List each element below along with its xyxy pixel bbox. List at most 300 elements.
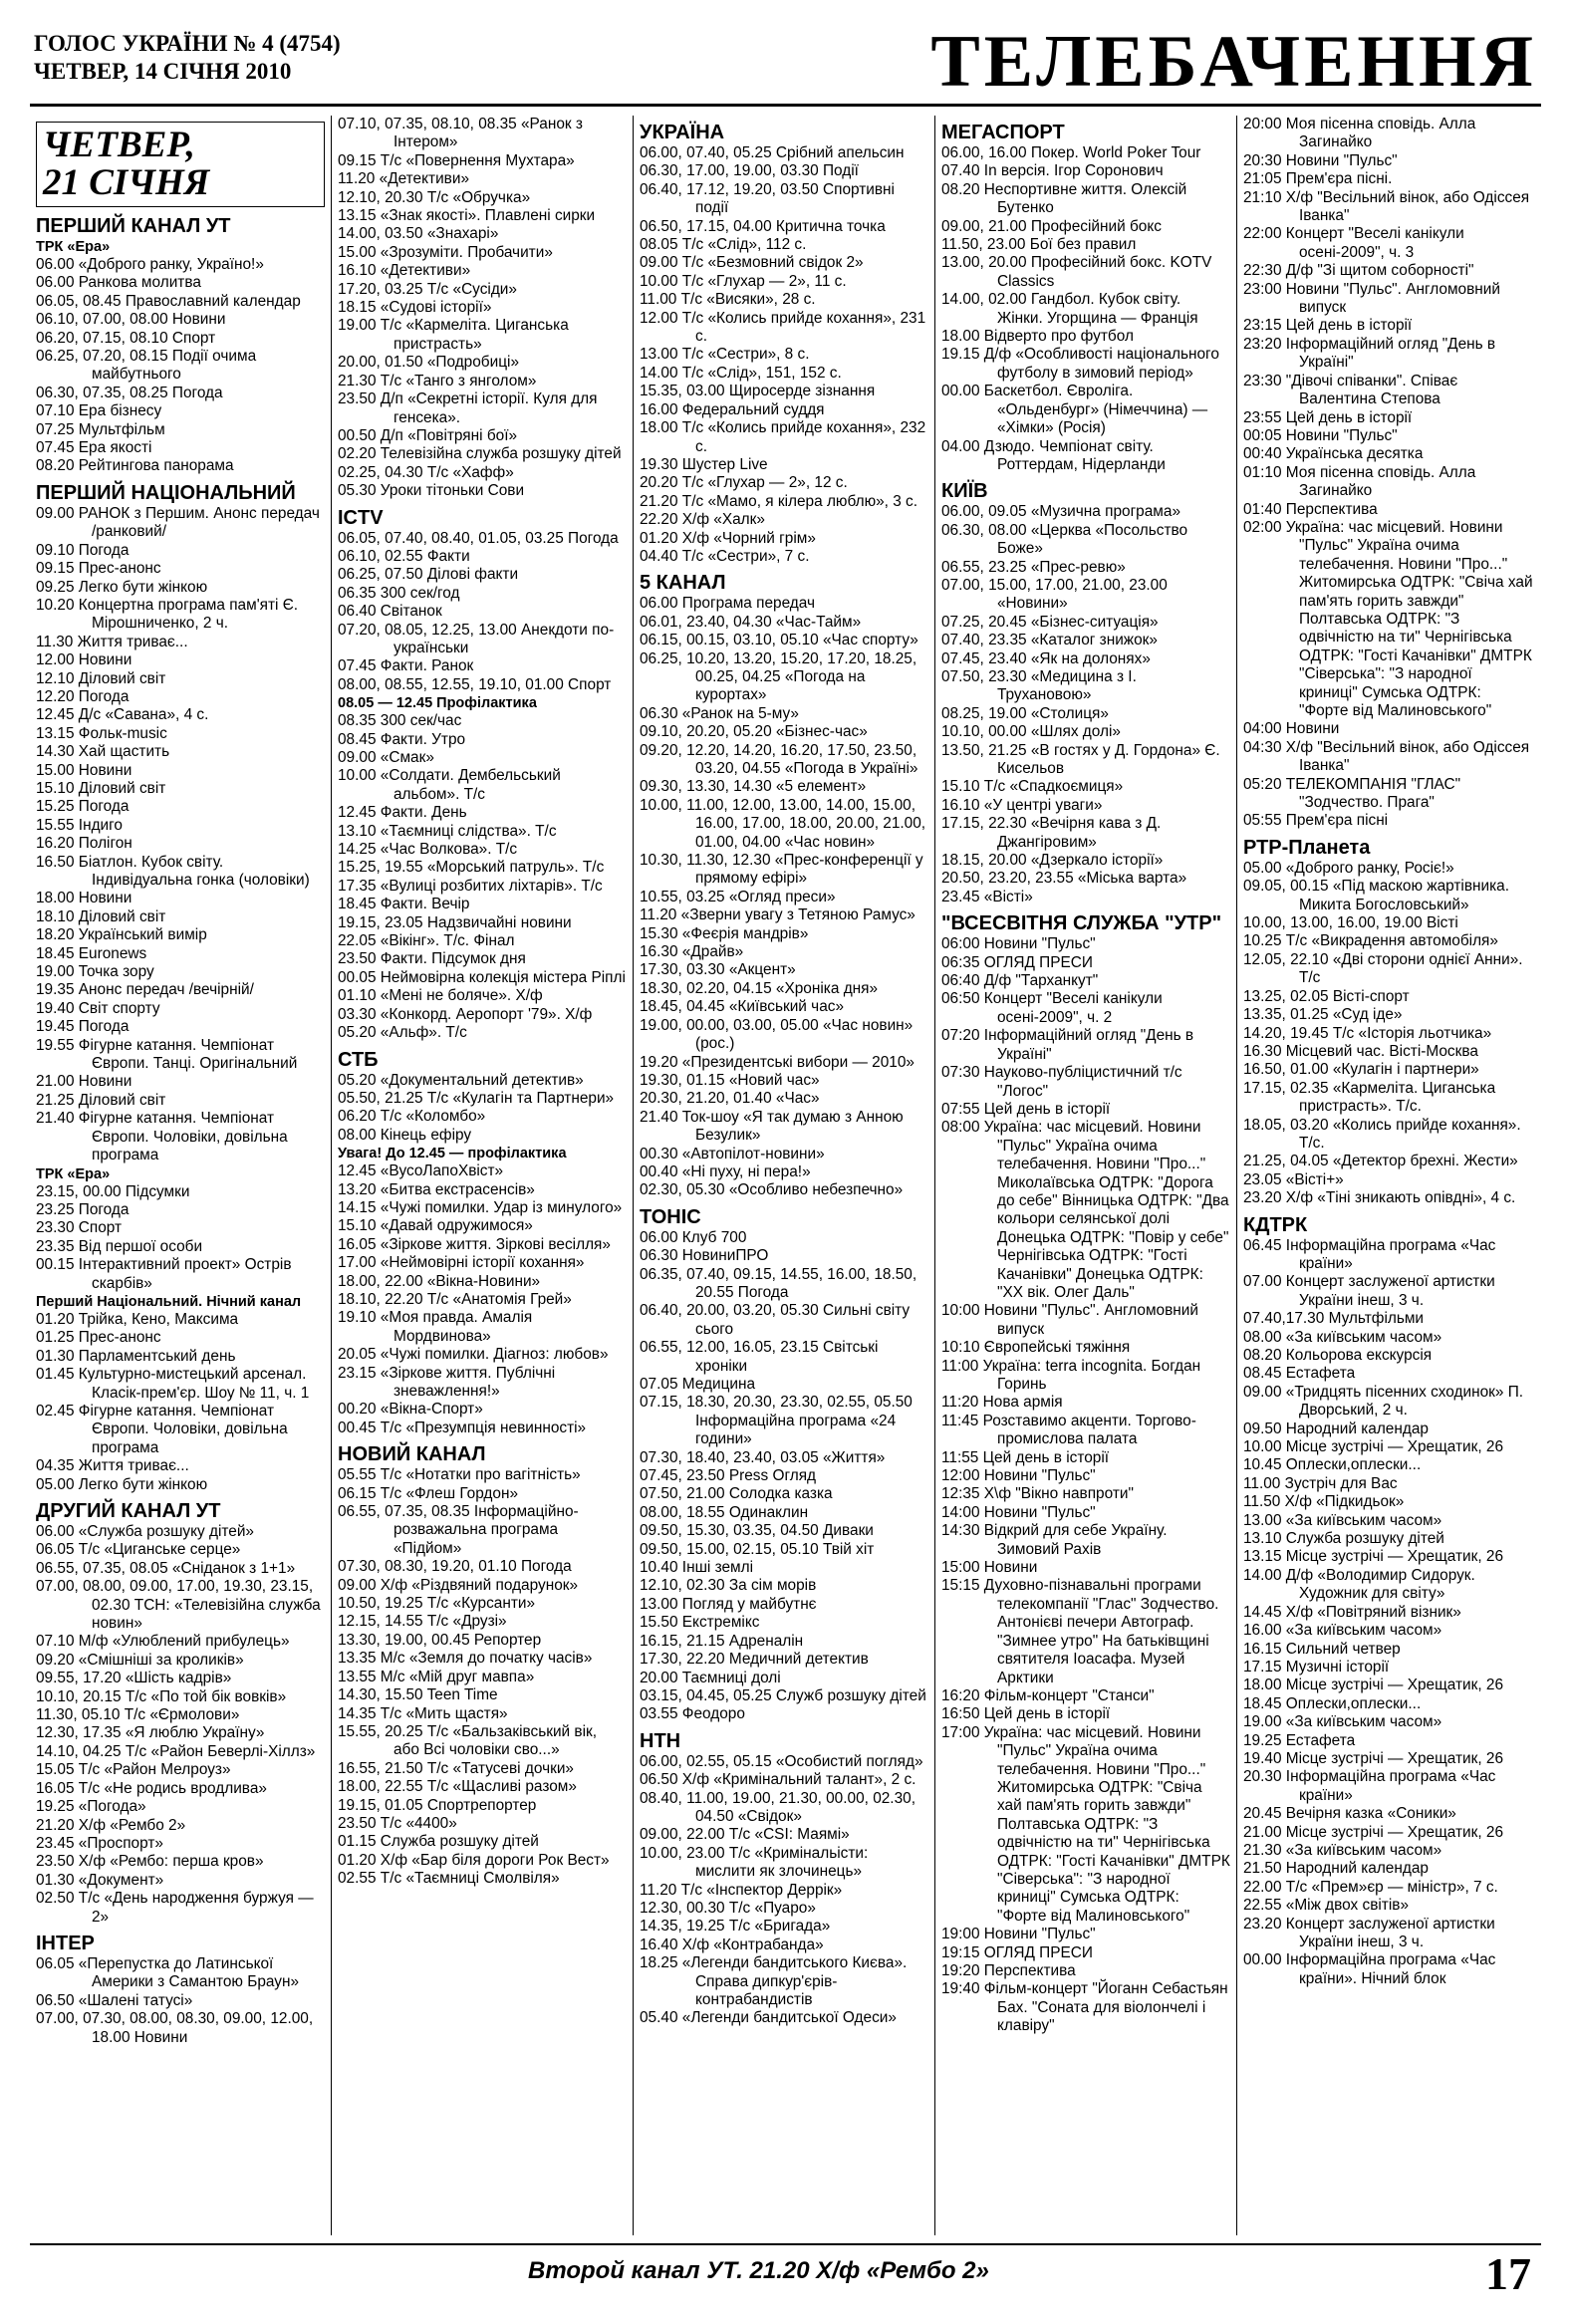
schedule-item: 05.50, 21.25 Т/с «Кулагін та Партнери»	[338, 1089, 615, 1107]
schedule-item: 21.25 Діловий світ	[36, 1091, 166, 1109]
schedule-item: 07.10 М/ф «Улюблений прибулець»	[36, 1633, 290, 1651]
schedule-item: 13.15 Місце зустрічі — Хрещатик, 26	[1243, 1548, 1504, 1566]
channel-heading: УКРАЇНА	[640, 122, 725, 143]
schedule-item: 18.45 Оплески,оплески...	[1243, 1694, 1422, 1712]
schedule-item: 10.40 Інші землі	[640, 1559, 754, 1577]
schedule-item: 16.00 Федеральний суддя	[640, 400, 825, 418]
schedule-item: 09.05, 00.15 «Під маскою жартівника. Микита Богословський»	[1243, 878, 1509, 913]
schedule-item: 11:55 Цей день в історії	[941, 1448, 1110, 1466]
schedule-item: 07.25 Мультфільм	[36, 420, 165, 438]
schedule-item: 10.00 Т/с «Глухар — 2», 11 с.	[640, 272, 847, 290]
schedule-item: 16:50 Цей день в історії	[941, 1705, 1111, 1723]
schedule-item: 07.40 In версія. Ігор Соронович	[941, 162, 1164, 180]
schedule-item: 12.30, 17.35 «Я люблю Україну»	[36, 1724, 265, 1742]
schedule-item: 12.45 Д/с «Савана», 4 с.	[36, 706, 209, 724]
schedule-item: 02.55 Т/с «Таємниці Смолвіля»	[338, 1870, 560, 1888]
schedule-item: 11.20 Т/с «Інспектор Деррік»	[640, 1881, 843, 1899]
schedule-item: 12.05, 22.10 «Дві сторони однієї Анни». Т/с	[1243, 950, 1523, 987]
channel-heading: НТН	[640, 1729, 681, 1752]
schedule-item: 12.10, 20.30 Т/с «Обручка»	[338, 188, 531, 206]
schedule-item: 10.10, 00.00 «Шлях долі»	[941, 723, 1121, 741]
schedule-item: 21.20 Т/с «Мамо, я кілера люблю», 3 с.	[640, 492, 918, 510]
schedule-item: 13.00 Погляд у майбутнє	[640, 1595, 817, 1613]
schedule-item: 09.55, 17.20 «Шість кадрів»	[36, 1670, 232, 1687]
schedule-item: 07.00, 08.00, 09.00, 17.00, 19.30, 23.15, 02.30 ТСН: «Телевізійна служба новин»	[36, 1578, 321, 1633]
schedule-item: 19.45 Погода	[36, 1018, 130, 1036]
schedule-item: 08.35 300 сек/час	[338, 712, 462, 730]
schedule-item: 06.55, 12.00, 16.05, 23.15 Світські хроніки	[640, 1339, 879, 1375]
schedule-item: 14.10, 04.25 Т/с «Район Беверлі-Хіллз»	[36, 1742, 316, 1760]
schedule-item: 19.20 «Президентські вибори — 2010»	[640, 1053, 915, 1071]
schedule-item: 10.00, 11.00, 12.00, 13.00, 14.00, 15.00, 16.00, 17.00, 18.00, 20.00, 21.00, 01.00, 04.00 «Час новин»	[640, 796, 926, 851]
masthead-issue: ГОЛОС УКРАЇНИ № 4 (4754)	[34, 31, 341, 56]
schedule-item: 06.00, 09.05 «Музична програма»	[941, 503, 1180, 521]
schedule-item: 07.50, 23.30 «Медицина з І. Трухановою»	[941, 667, 1137, 704]
schedule-item: 16.00 «За київським часом»	[1243, 1622, 1442, 1640]
schedule-subheading: Увага! До 12.45 — профілактика	[338, 1146, 567, 1162]
schedule-item: 00:40 Українська десятка	[1243, 445, 1424, 463]
schedule-item: 16.30 «Драйв»	[640, 943, 744, 961]
schedule-item: 09.15 Прес-анонс	[36, 560, 161, 578]
schedule-item: 01.20 Х/ф «Чорний грім»	[640, 529, 816, 547]
schedule-item: 06.05, 07.40, 08.40, 01.05, 03.25 Погода	[338, 529, 619, 547]
schedule-item: 07.00, 07.30, 08.00, 08.30, 09.00, 12.00, 18.00 Новини	[36, 2010, 314, 2046]
channel-heading: РТР-Планета	[1243, 836, 1371, 859]
schedule-item: 06.01, 23.40, 04.30 «Час-Тайм»	[640, 613, 862, 631]
schedule-item: 09.00 Т/с «Безмовний свідок 2»	[640, 254, 864, 272]
masthead-date: ЧЕТВЕР, 14 СІЧНЯ 2010	[34, 59, 292, 84]
schedule-item: 23.15, 00.00 Підсумки	[36, 1182, 190, 1200]
schedule-item: 15:00 Новини	[941, 1559, 1038, 1577]
channel-heading: СТБ	[338, 1048, 379, 1071]
schedule-item: 23.15 «Зіркове життя. Публічні зневажлення!»	[338, 1364, 556, 1400]
schedule-item: 05:55 Прем'єра пісні	[1243, 812, 1389, 830]
schedule-item: 07.05 Медицина	[640, 1376, 756, 1393]
schedule-item: 10.10, 20.15 Т/с «По той бік вовків»	[36, 1687, 287, 1705]
schedule-item: 10.00 Місце зустрічі — Хрещатик, 26	[1243, 1438, 1504, 1456]
schedule-item: 19.25 «Погода»	[36, 1798, 146, 1816]
schedule-item: 11.00 Зустріч для Вас	[1243, 1474, 1398, 1492]
listing-column-2	[332, 116, 634, 2235]
schedule-item: 13.30, 19.00, 00.45 Репортер	[338, 1631, 542, 1649]
schedule-item: 06.55, 23.25 «Прес-ревю»	[941, 558, 1126, 576]
schedule-item: 07.40,17.30 Мультфільми	[1243, 1310, 1425, 1328]
schedule-item: 18.45 Факти. Вечір	[338, 896, 470, 913]
channel-heading: КДТРК	[1243, 1213, 1308, 1236]
schedule-item: 13.20 «Битва екстрасенсів»	[338, 1180, 535, 1198]
listing-column-3	[634, 116, 935, 2235]
schedule-item: 05.20 «Альф». Т/с	[338, 1024, 467, 1042]
schedule-item: 18.10, 22.20 Т/с «Анатомія Грей»	[338, 1290, 572, 1308]
schedule-item: 23.45 «Вісті»	[941, 888, 1033, 905]
schedule-item: 21:05 Прем'єра пісні.	[1243, 170, 1393, 188]
column-content	[640, 122, 928, 2028]
schedule-item: 04.00 Дзюдо. Чемпіонат світу. Роттердам, Нідерланди	[941, 437, 1166, 473]
schedule-item: 14.00 Д/ф «Володимир Сидорук. Художник для світу»	[1243, 1566, 1475, 1603]
schedule-item: 09.50, 15.30, 03.35, 04.50 Диваки	[640, 1522, 874, 1540]
schedule-item: 15.35, 03.00 Щиросерде зізнання	[640, 383, 876, 400]
schedule-item: 14.25 «Час Волкова». Т/с	[338, 841, 518, 859]
schedule-item: 09.50 Народний календар	[1243, 1420, 1429, 1437]
schedule-item: 23.50 Д/п «Секретні історії. Куля для генсека».	[338, 390, 598, 426]
schedule-item: 06:00 Новини "Пульс"	[941, 935, 1096, 953]
schedule-item: 18.00 Т/с «Колись прийде кохання», 232 с.	[640, 419, 926, 455]
column-content	[338, 116, 627, 1889]
schedule-item: 06.05, 08.45 Православний календар	[36, 292, 301, 310]
schedule-item: 06.35 300 сек/год	[338, 584, 460, 602]
schedule-item: 07.15, 18.30, 20.30, 23.30, 02.55, 05.50 Інформаційна програма «24 години»	[640, 1394, 913, 1448]
schedule-item: 07.00 Концерт заслуженої артистки України інеш, 3 ч.	[1243, 1273, 1495, 1309]
schedule-item: 13.35, 01.25 «Суд іде»	[1243, 1006, 1403, 1024]
schedule-item: 20:30 Новини "Пульс"	[1243, 151, 1398, 169]
schedule-item: 18.15 «Судові історії»	[338, 299, 492, 317]
tv-listings	[30, 116, 1541, 2235]
header-divider	[30, 104, 1541, 107]
schedule-item: 18.00, 22.55 Т/с «Щасливі разом»	[338, 1778, 577, 1796]
schedule-item: 07:30 Науково-публіцистичний т/с "Логос"	[941, 1064, 1182, 1100]
schedule-item: 09.00 Х/ф «Різдвяний подарунок»	[338, 1576, 579, 1594]
schedule-item: 14.20, 19.45 Т/с «Історія льотчика»	[1243, 1024, 1492, 1042]
schedule-item: 21.00 Новини	[36, 1073, 132, 1091]
schedule-item: 05.40 «Легенди бандитської Одеси»	[640, 2009, 897, 2027]
schedule-item: 09.00 «Тридцять пісенних сходинок» П. Дворський, 2 ч.	[1243, 1383, 1524, 1420]
schedule-item: 20.00 Таємниці долі	[640, 1669, 781, 1686]
schedule-item: 23:55 Цей день в історії	[1243, 408, 1413, 426]
schedule-item: 19.40 Світ спорту	[36, 999, 160, 1017]
footer-promo: Второй канал УТ. 21.20 Х/ф «Рембо 2»	[528, 2257, 989, 2284]
schedule-item: 08.20 Рейтингова панорама	[36, 457, 234, 475]
schedule-item: 23.05 «Вісті+»	[1243, 1170, 1344, 1188]
schedule-item: 18.00 Місце зустрічі — Хрещатик, 26	[1243, 1677, 1504, 1694]
schedule-item: 07.40, 23.35 «Каталог знижок»	[941, 632, 1158, 649]
schedule-item: 09.00 «Смак»	[338, 749, 434, 766]
schedule-item: 23:30 "Дівочі співанки". Співає Валентина Степова	[1243, 372, 1458, 408]
schedule-item: 12.10, 02.30 За сім морів	[640, 1577, 817, 1595]
schedule-item: 15.25 Погода	[36, 798, 130, 816]
schedule-item: 07.45 Ера якості	[36, 439, 152, 457]
schedule-item: 08.00 Кінець ефіру	[338, 1126, 472, 1144]
schedule-item: 09.25 Легко бути жінкою	[36, 578, 208, 596]
schedule-item: 18.00 Відверто про футбол	[941, 328, 1134, 346]
schedule-item: 06:50 Концерт "Веселі канікули осені-2009", ч. 2	[941, 990, 1163, 1026]
schedule-item: 10.00 «Солдати. Дембельський альбом». Т/с	[338, 767, 561, 803]
schedule-item: 17.20, 03.25 Т/с «Сусіди»	[338, 280, 517, 298]
schedule-item: 12.00 Новини	[36, 651, 132, 669]
schedule-item: 08.00, 18.55 Одинаклин	[640, 1503, 809, 1521]
schedule-item: 04:00 Новини	[1243, 720, 1340, 738]
schedule-item: 12.10 Діловий світ	[36, 669, 166, 687]
masthead	[34, 30, 341, 86]
schedule-item: 06.50 Х/ф «Кримінальний талант», 2 с.	[640, 1771, 916, 1789]
schedule-item: 21.20 Х/ф «Рембо 2»	[36, 1816, 186, 1834]
schedule-item: 23.50 Т/с «4400»	[338, 1814, 457, 1832]
channel-heading: ICTV	[338, 506, 384, 529]
schedule-item: 09.00, 21.00 Професійний бокс	[941, 217, 1162, 235]
schedule-item: 06.40, 17.12, 19.20, 03.50 Спортивні події	[640, 180, 895, 217]
schedule-item: 19.15, 23.05 Надзвичайні новини	[338, 913, 572, 931]
schedule-item: 00.20 «Вікна-Спорт»	[338, 1401, 483, 1419]
schedule-item: 21:10 Х/ф "Весільний вінок, або Одіссея Іванка"	[1243, 188, 1530, 225]
schedule-item: 14.00 Т/с «Слід», 151, 152 с.	[640, 364, 842, 382]
schedule-item: 18.00 Новини	[36, 890, 132, 907]
schedule-item: 03.15, 04.45, 05.25 Служб розшуку дітей	[640, 1686, 926, 1704]
schedule-item: 06.20 Т/с «Коломбо»	[338, 1108, 486, 1126]
schedule-item: 08.45 Факти. Утро	[338, 730, 466, 748]
schedule-item: 02.25, 04.30 Т/с «Хафф»	[338, 463, 514, 481]
schedule-item: 06.00, 07.40, 05.25 Срібний апельсин	[640, 144, 905, 161]
schedule-item: 18.45, 04.45 «Київський час»	[640, 998, 845, 1016]
schedule-item: 07.00, 15.00, 17.00, 21.00, 23.00 «Новини»	[941, 576, 1168, 613]
schedule-item: 19:20 Перспектива	[941, 1962, 1076, 1979]
schedule-item: 10.30, 11.30, 12.30 «Прес-конференції у прямому ефірі»	[640, 852, 923, 888]
schedule-item: 12:00 Новини "Пульс"	[941, 1467, 1096, 1485]
schedule-item: 18.45 Euronews	[36, 944, 147, 962]
column-content	[941, 122, 1230, 2036]
schedule-item: 15.55 Індиго	[36, 816, 123, 834]
schedule-item: 00.00 Інформаційна програма «Час країни». Нічний блок	[1243, 1951, 1496, 1987]
schedule-item: 19.55 Фігурне катання. Чемпіонат Європи. Танці. Оригінальний	[36, 1036, 298, 1073]
schedule-item: 06.05 «Перепустка до Латинської Америки з Самантою Браун»	[36, 1954, 300, 1991]
schedule-item: 19.00 Точка зору	[36, 963, 154, 981]
schedule-item: 08.00 «За київським часом»	[1243, 1328, 1442, 1346]
schedule-item: 06:35 ОГЛЯД ПРЕСИ	[941, 953, 1093, 971]
schedule-item: 06.30, 08.00 «Церква «Посольство Боже»	[941, 521, 1188, 558]
schedule-item: 06.25, 07.20, 08.15 Події очима майбутнього	[36, 348, 257, 384]
schedule-item: 11.50 Х/ф «Підкидьок»	[1243, 1493, 1405, 1511]
schedule-item: 17.35 «Вулиці розбитих ліхтарів». Т/с	[338, 877, 603, 895]
schedule-item: 08.40, 11.00, 19.00, 21.30, 00.00, 02.30, 04.50 «Свідок»	[640, 1789, 916, 1825]
schedule-item: 12.20 Погода	[36, 687, 130, 705]
schedule-item: 16.15 Сильний четвер	[1243, 1640, 1401, 1658]
channel-heading: МЕГАСПОРТ	[941, 122, 1065, 143]
schedule-item: 01:40 Перспектива	[1243, 500, 1378, 518]
schedule-item: 07:55 Цей день в історії	[941, 1100, 1111, 1118]
schedule-item: 18.25 «Легенди бандитського Києва». Справа дипкур'єрів-контрабандистів	[640, 1954, 908, 2008]
schedule-item: 00.40 «Ні пуху, ні пера!»	[640, 1162, 811, 1180]
schedule-item: 10.20 Концертна програма пам'яті Є. Мірошниченко, 2 ч.	[36, 596, 299, 633]
schedule-item: 12.00 Т/с «Колись прийде кохання», 231 с.	[640, 309, 926, 346]
schedule-item: 00.45 Т/с «Презумпція невинності»	[338, 1419, 587, 1436]
channel-heading: ТОНІС	[640, 1205, 701, 1228]
schedule-item: 16.15, 21.15 Адреналін	[640, 1632, 804, 1650]
schedule-item: 15:15 Духовно-пізнавальні програми телекомпанії "Глас" Зодчество. Антонієві печери Автограф. "Зимнее утро" На батьківщині святителя Іоасафа. Музей Арктики	[941, 1577, 1219, 1686]
schedule-item: 09.00, 22.00 Т/с «CSI: Маямі»	[640, 1826, 850, 1844]
schedule-item: 17:00 Україна: час місцевий. Новини "Пульс" Україна очима телебачення. Новини "Про..." Житомирська ОДТРК: "Свіча хай пам'ять горить завжди" Полтавська ОДТРК: "З одвічністю на ти" Чернігівська ОДТРК: "Гості Качанівки" ДМТРК "Сіверська": "З народної криниці" Сумська ОДТРК: "Форте від Малиновського"	[941, 1723, 1230, 1925]
schedule-item: 13.25, 02.05 Вісті-спорт	[1243, 987, 1410, 1005]
schedule-item: 06.30, 17.00, 19.00, 03.30 Події	[640, 162, 859, 180]
schedule-item: 06.00, 02.55, 05.15 «Особистий погляд»	[640, 1752, 923, 1770]
schedule-item: 20.30 Інформаційна програма «Час країни»	[1243, 1768, 1496, 1804]
channel-heading: 5 КАНАЛ	[640, 572, 726, 595]
schedule-item: 20.00, 01.50 «Подробиці»	[338, 354, 520, 372]
schedule-item: 15.30 «Феєрія мандрів»	[640, 924, 809, 942]
schedule-item: 17.00 «Неймовірні історії кохання»	[338, 1254, 585, 1272]
schedule-item: 04:30 Х/ф "Весільний вінок, або Одіссея Іванка"	[1243, 738, 1530, 775]
schedule-item: 02.50 Т/с «День народження буржуя — 2»	[36, 1890, 314, 1926]
schedule-item: 04.40 Т/с «Сестри», 7 с.	[640, 547, 810, 565]
schedule-item: 06.25, 10.20, 13.20, 15.20, 17.20, 18.25, 00.25, 04.25 «Погода на курортах»	[640, 649, 917, 704]
schedule-item: 21.40 Фігурне катання. Чемпіонат Європи. Чоловіки, довільна програма	[36, 1110, 288, 1164]
schedule-item: 20.50, 23.20, 23.55 «Міська варта»	[941, 870, 1187, 888]
schedule-item: 01:10 Моя пісенна сповідь. Алла Загинайко	[1243, 463, 1476, 500]
schedule-item: 11:00 Україна: terra incognita. Богдан Горинь	[941, 1357, 1201, 1393]
column-content	[36, 215, 325, 2047]
schedule-item: 00.50 Д/п «Повітряні бої»	[338, 426, 518, 444]
schedule-item: 15.10 «Давай одружимося»	[338, 1217, 533, 1235]
day-heading: ЧЕТВЕР, 21 СІЧНЯ	[36, 122, 325, 207]
schedule-item: 09.50, 15.00, 02.15, 05.10 Твій хіт	[640, 1540, 875, 1558]
schedule-item: 21.30 «За київським часом»	[1243, 1841, 1442, 1859]
schedule-item: 19.00, 00.00, 03.00, 05.00 «Час новин» (рос.)	[640, 1016, 914, 1053]
schedule-item: 14.00, 02.00 Гандбол. Кубок світу. Жінки. Угорщина — Франція	[941, 291, 1198, 327]
schedule-item: 13.50, 21.25 «В гостях у Д. Гордона» Є. Кисельов	[941, 741, 1220, 777]
schedule-item: 11.20 «Зверни увагу з Тетяною Рамус»	[640, 906, 916, 924]
schedule-item: 06.20, 07.15, 08.10 Спорт	[36, 329, 216, 347]
schedule-item: 16.55, 21.50 Т/с «Татусеві дочки»	[338, 1759, 574, 1777]
schedule-item: 19.00 Т/с «Кармеліта. Циганська пристрасть»	[338, 317, 569, 353]
schedule-item: 23.30 Спорт	[36, 1219, 123, 1237]
schedule-item: 13.35 М/с «Земля до початку часів»	[338, 1650, 593, 1668]
schedule-item: 19.40 Місце зустрічі — Хрещатик, 26	[1243, 1749, 1504, 1767]
schedule-item: 18.15, 20.00 «Дзеркало історії»	[941, 852, 1164, 870]
schedule-item: 14.15 «Чужі помилки. Удар із минулого»	[338, 1198, 623, 1216]
schedule-item: 06.15, 00.15, 03.10, 05.10 «Час спорту»	[640, 632, 918, 649]
schedule-item: 00.15 Інтерактивний проект» Острів скарбів»	[36, 1256, 292, 1292]
schedule-item: 22.55 «Між двох світів»	[1243, 1897, 1409, 1915]
schedule-item: 09.10 Погода	[36, 541, 130, 559]
schedule-item: 23.50 Факти. Підсумок дня	[338, 950, 526, 968]
schedule-item: 23.45 «Проспорт»	[36, 1834, 163, 1852]
schedule-item: 14.30, 15.50 Teen Time	[338, 1686, 498, 1704]
page-header	[0, 0, 1571, 118]
schedule-item: 21.25, 04.05 «Детектор брехні. Жести»	[1243, 1153, 1518, 1170]
schedule-item: 19.00 «За київським часом»	[1243, 1713, 1442, 1731]
schedule-item: 10.50, 19.25 Т/с «Курсанти»	[338, 1595, 536, 1613]
schedule-item: 15.55, 20.25 Т/с «Бальзаківський вік, або Всі чоловіки сво...»	[338, 1722, 598, 1759]
schedule-item: 19.10 «Моя правда. Амалія Мордвинова»	[338, 1309, 533, 1345]
schedule-item: 06.00 Клуб 700	[640, 1228, 747, 1246]
schedule-item: 07.10, 07.35, 08.10, 08.35 «Ранок з Інтером»	[338, 116, 583, 151]
channel-heading: КИЇВ	[941, 480, 988, 503]
schedule-item: 13.15 Фольк-music	[36, 724, 167, 742]
schedule-item: 10:00 Новини "Пульс". Англомовний випуск	[941, 1302, 1198, 1338]
schedule-item: 16.10 «Детективи»	[338, 262, 471, 280]
schedule-item: 22:00 Концерт "Веселі канікули осені-2009", ч. 3	[1243, 225, 1464, 261]
schedule-item: 07.20, 08.05, 12.25, 13.00 Анекдоти по-українськи	[338, 621, 615, 656]
schedule-item: 23:00 Новини "Пульс". Англомовний випуск	[1243, 280, 1500, 317]
schedule-subheading: Перший Національний. Нічний канал	[36, 1293, 302, 1310]
schedule-item: 08:00 Україна: час місцевий. Новини "Пульс" Україна очима телебачення. Новини "Про..." Миколаївська ОДТРК: "Дорога до себе" Вінницька ОДТРК: "Два кольори селянської долі Донецька ОДТРК: "Повір у себе" Чернігівська ОДТРК: "Гості Качанівки" Донецька ОДТРК: "ХХ вік. Олег Даль"	[941, 1119, 1229, 1301]
schedule-item: 19:40 Фільм-концерт "Йоганн Себастьян Бах. "Соната для віолончелі і клавіру"	[941, 1980, 1228, 2035]
channel-heading: НОВИЙ КАНАЛ	[338, 1443, 486, 1466]
schedule-item: 08.00, 08.55, 12.55, 19.10, 01.00 Спорт	[338, 675, 612, 693]
schedule-item: 08.20 Кольорова екскурсія	[1243, 1347, 1433, 1364]
schedule-item: 18.30, 02.20, 04.15 «Хроніка дня»	[640, 979, 879, 997]
schedule-item: 07:20 Інформаційний огляд "День в Україні"	[941, 1027, 1194, 1063]
schedule-item: 22.05 «Вікінг». Т/с. Фінал	[338, 932, 515, 950]
schedule-item: 00:05 Новини "Пульс"	[1243, 426, 1398, 444]
schedule-item: 19.15, 01.05 Спортрепортер	[338, 1796, 537, 1814]
schedule-item: 11.50, 23.00 Бої без правил	[941, 236, 1137, 254]
schedule-item: 09.10, 20.20, 05.20 «Бізнес-час»	[640, 723, 868, 741]
schedule-item: 01.45 Культурно-мистецький арсенал. Класік-прем'єр. Шоу № 11, ч. 1	[36, 1366, 310, 1402]
schedule-item: 05.20 «Документальний детектив»	[338, 1071, 584, 1089]
schedule-item: 21.40 Ток-шоу «Я так думаю з Анною Безулик»	[640, 1108, 904, 1145]
schedule-item: 00.30 «Автопілот-новини»	[640, 1145, 825, 1162]
schedule-item: 18.20 Український вимір	[36, 926, 207, 944]
schedule-item: 01.20 Х/ф «Бар біля дороги Рок Вест»	[338, 1851, 610, 1869]
schedule-item: 20:00 Моя пісенна сповідь. Алла Загинайко	[1243, 116, 1476, 151]
schedule-item: 15.25, 19.55 «Морський патруль». Т/с	[338, 859, 605, 877]
schedule-item: 10.25 Т/с «Викрадення автомобіля»	[1243, 932, 1498, 950]
schedule-item: 06.00 Програма передач	[640, 595, 816, 613]
schedule-item: 15.10 Т/с «Спадкоємиця»	[941, 778, 1124, 796]
schedule-item: 06.10, 07.00, 08.00 Новини	[36, 311, 226, 329]
schedule-item: 16.50, 01.00 «Кулагін і партнери»	[1243, 1061, 1479, 1079]
schedule-item: 14:00 Новини "Пульс"	[941, 1503, 1096, 1521]
schedule-item: 17.30, 03.30 «Акцент»	[640, 961, 796, 979]
schedule-item: 23.25 Погода	[36, 1200, 130, 1218]
schedule-item: 10.45 Оплески,оплески...	[1243, 1456, 1422, 1474]
schedule-item: 14.30 Хай щастить	[36, 743, 170, 761]
channel-heading: ІНТЕР	[36, 1932, 95, 1954]
schedule-item: 06.45 Інформаційна програма «Час країни»	[1243, 1236, 1496, 1272]
schedule-item: 12.30, 00.30 Т/с «Пуаро»	[640, 1899, 816, 1917]
schedule-item: 01.25 Прес-анонс	[36, 1329, 161, 1347]
schedule-item: 19.35 Анонс передач /вечірній/	[36, 981, 254, 999]
schedule-item: 08.25, 19.00 «Столиця»	[941, 704, 1109, 722]
schedule-item: 06.00 «Служба розшуку дітей»	[36, 1523, 254, 1540]
schedule-item: 11:45 Розставимо акценти. Торгово-промислова палата	[941, 1412, 1196, 1448]
schedule-item: 19.15 Д/ф «Особливості національного футболу в зимовий період»	[941, 346, 1219, 382]
schedule-item: 17.15, 02.35 «Кармеліта. Циганська пристрасть». Т/с.	[1243, 1079, 1496, 1116]
schedule-item: 08.05 Т/с «Слід», 112 с.	[640, 236, 807, 254]
schedule-item: 22.00 Т/с «Прем»єр — міністр», 7 с.	[1243, 1878, 1498, 1896]
schedule-item: 09.15 Т/с «Повернення Мухтара»	[338, 151, 575, 169]
schedule-item: 16:20 Фільм-концерт "Станси"	[941, 1686, 1155, 1704]
schedule-item: 05.30 Уроки тітоньки Сови	[338, 482, 525, 500]
listing-column-4	[935, 116, 1237, 2235]
schedule-item: 05:20 ТЕЛЕКОМПАНІЯ "ГЛАС" "Зодчество. Прага"	[1243, 775, 1461, 812]
schedule-item: 09.20 «Смішніші за кроликів»	[36, 1651, 244, 1669]
schedule-item: 13.55 М/с «Мій друг мавпа»	[338, 1668, 535, 1685]
schedule-item: 13.00 «За київським часом»	[1243, 1511, 1442, 1529]
schedule-item: 01.20 Трійка, Кено, Максима	[36, 1310, 239, 1328]
schedule-item: 19.30, 01.15 «Новий час»	[640, 1071, 820, 1089]
schedule-item: 12.15, 14.55 Т/с «Друзі»	[338, 1613, 507, 1631]
schedule-item: 06.15 Т/с «Флеш Гордон»	[338, 1484, 519, 1502]
schedule-item: 10.00, 23.00 Т/с «Кримінальісти: мислити як злочинець»	[640, 1844, 869, 1881]
schedule-item: 06.30 «Ранок на 5-му»	[640, 704, 799, 722]
schedule-subheading: 08.05 — 12.45 Профілактика	[338, 695, 537, 712]
schedule-item: 19.25 Естафета	[1243, 1731, 1356, 1749]
schedule-item: 14.35, 19.25 Т/с «Бригада»	[640, 1918, 831, 1936]
schedule-item: 10:10 Європейські тяжіння	[941, 1339, 1131, 1357]
schedule-item: 06.50 «Шалені татусі»	[36, 1991, 193, 2009]
schedule-item: 17.15, 22.30 «Вечірня кава з Д. Джангіровим»	[941, 815, 1162, 851]
schedule-item: 07.45, 23.50 Press Огляд	[640, 1467, 817, 1485]
schedule-item: 15.50 Екстремікс	[640, 1614, 760, 1632]
schedule-item: 22:30 Д/ф "Зі щитом соборності"	[1243, 262, 1474, 280]
schedule-item: 06.30 НовиниПРО	[640, 1247, 769, 1265]
schedule-item: 13.10 Служба розшуку дітей	[1243, 1530, 1444, 1548]
schedule-item: 23.20 Концерт заслуженої артистки України інеш, 3 ч.	[1243, 1915, 1495, 1950]
schedule-item: 20.30, 21.20, 01.40 «Час»	[640, 1090, 820, 1108]
schedule-item: 07.50, 21.00 Солодка казка	[640, 1485, 833, 1503]
schedule-item: 15.00 «Зрозуміти. Пробачити»	[338, 243, 553, 261]
schedule-subheading: ТРК «Ера»	[36, 239, 111, 255]
schedule-item: 08.45 Естафета	[1243, 1365, 1356, 1383]
